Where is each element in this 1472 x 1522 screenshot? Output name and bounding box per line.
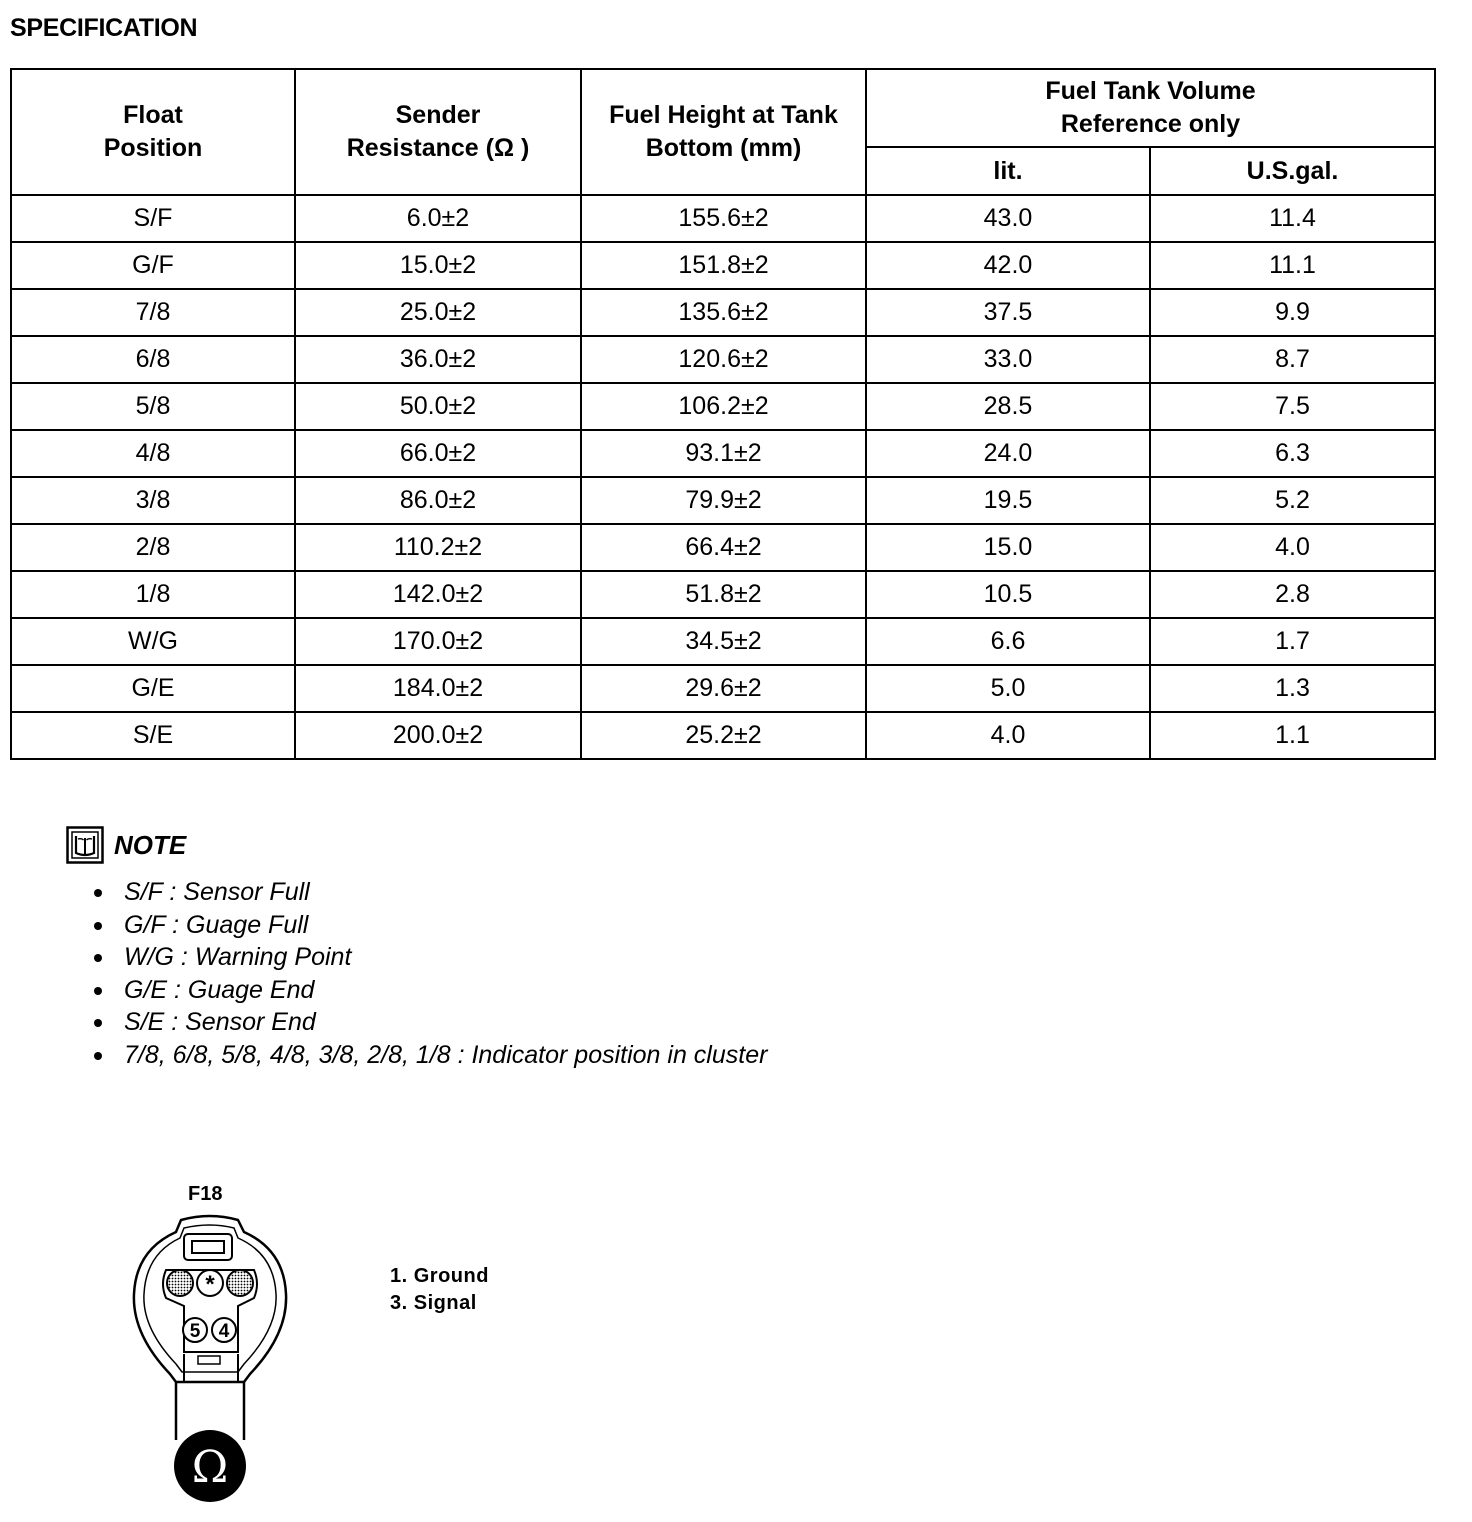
cell-volume-usgal: 9.9 xyxy=(1150,289,1435,336)
cell-sender-resistance: 25.0±2 xyxy=(295,289,581,336)
note-item: S/F : Sensor Full xyxy=(94,876,767,909)
cell-volume-usgal: 11.1 xyxy=(1150,242,1435,289)
table-row xyxy=(11,242,1435,289)
cell-volume-lit: 42.0 xyxy=(866,242,1150,289)
cell-fuel-height: 135.6±2 xyxy=(581,289,866,336)
cell-sender-resistance: 50.0±2 xyxy=(295,383,581,430)
cell-volume-lit: 37.5 xyxy=(866,289,1150,336)
note-book-icon xyxy=(66,826,104,864)
cell-volume-lit: 28.5 xyxy=(866,383,1150,430)
cell-float-position: G/E xyxy=(11,665,295,712)
table-row xyxy=(11,383,1435,430)
note-item: G/F : Guage Full xyxy=(94,909,767,942)
header-fuel-tank-volume: Fuel Tank Volume Reference only xyxy=(866,69,1435,147)
cell-float-position: 1/8 xyxy=(11,571,295,618)
cell-float-position: 2/8 xyxy=(11,524,295,571)
cell-sender-resistance: 36.0±2 xyxy=(295,336,581,383)
pin-4-label: 4 xyxy=(218,1321,230,1342)
table-row xyxy=(11,665,1435,712)
connector-diagram xyxy=(126,1214,296,1510)
cell-fuel-height: 25.2±2 xyxy=(581,712,866,759)
table-row xyxy=(11,289,1435,336)
cell-float-position: W/G xyxy=(11,618,295,665)
cell-float-position: 7/8 xyxy=(11,289,295,336)
cell-fuel-height: 51.8±2 xyxy=(581,571,866,618)
note-item: G/E : Guage End xyxy=(94,974,767,1007)
cell-float-position: S/F xyxy=(11,195,295,242)
cell-sender-resistance: 200.0±2 xyxy=(295,712,581,759)
cell-volume-usgal: 1.7 xyxy=(1150,618,1435,665)
cell-float-position: G/F xyxy=(11,242,295,289)
header-lit: lit. xyxy=(866,147,1150,195)
pin-3 xyxy=(227,1270,253,1296)
cell-fuel-height: 120.6±2 xyxy=(581,336,866,383)
cell-fuel-height: 155.6±2 xyxy=(581,195,866,242)
page-title: SPECIFICATION xyxy=(10,14,198,42)
cell-float-position: 4/8 xyxy=(11,430,295,477)
note-list xyxy=(66,876,767,1071)
cell-float-position: 5/8 xyxy=(11,383,295,430)
pin-1 xyxy=(167,1270,193,1296)
cell-volume-usgal: 6.3 xyxy=(1150,430,1435,477)
cell-float-position: S/E xyxy=(11,712,295,759)
pin-5-label: 5 xyxy=(189,1321,201,1342)
table-row xyxy=(11,712,1435,759)
note-item: 7/8, 6/8, 5/8, 4/8, 3/8, 2/8, 1/8 : Indicator position in cluster xyxy=(94,1039,767,1072)
table-row xyxy=(11,524,1435,571)
cell-volume-usgal: 2.8 xyxy=(1150,571,1435,618)
cell-volume-lit: 19.5 xyxy=(866,477,1150,524)
note-section xyxy=(66,826,767,1071)
cell-volume-usgal: 8.7 xyxy=(1150,336,1435,383)
cell-volume-lit: 15.0 xyxy=(866,524,1150,571)
header-usgal: U.S.gal. xyxy=(1150,147,1435,195)
cell-volume-usgal: 7.5 xyxy=(1150,383,1435,430)
table-row xyxy=(11,195,1435,242)
cell-volume-lit: 24.0 xyxy=(866,430,1150,477)
cell-volume-lit: 43.0 xyxy=(866,195,1150,242)
cell-fuel-height: 93.1±2 xyxy=(581,430,866,477)
cell-sender-resistance: 66.0±2 xyxy=(295,430,581,477)
cell-volume-lit: 4.0 xyxy=(866,712,1150,759)
cell-sender-resistance: 184.0±2 xyxy=(295,665,581,712)
pin-list xyxy=(390,1263,489,1317)
cell-sender-resistance: 142.0±2 xyxy=(295,571,581,618)
cell-float-position: 3/8 xyxy=(11,477,295,524)
table-row xyxy=(11,477,1435,524)
cell-fuel-height: 106.2±2 xyxy=(581,383,866,430)
table-row xyxy=(11,571,1435,618)
cell-sender-resistance: 15.0±2 xyxy=(295,242,581,289)
cell-volume-lit: 33.0 xyxy=(866,336,1150,383)
table-row xyxy=(11,430,1435,477)
cell-sender-resistance: 86.0±2 xyxy=(295,477,581,524)
cell-volume-lit: 10.5 xyxy=(866,571,1150,618)
header-float-position: Float Position xyxy=(11,69,295,195)
cell-fuel-height: 66.4±2 xyxy=(581,524,866,571)
connector-key xyxy=(198,1356,220,1364)
cell-fuel-height: 79.9±2 xyxy=(581,477,866,524)
table-row xyxy=(11,618,1435,665)
table-body xyxy=(11,195,1435,759)
specification-table xyxy=(10,68,1436,760)
note-title: NOTE xyxy=(114,829,187,860)
cell-volume-lit: 5.0 xyxy=(866,665,1150,712)
connector-latch-slot xyxy=(192,1241,224,1253)
ohm-symbol-label: Ω xyxy=(191,1442,229,1493)
cell-fuel-height: 29.6±2 xyxy=(581,665,866,712)
pin-star-label: * xyxy=(205,1271,215,1298)
cell-volume-usgal: 11.4 xyxy=(1150,195,1435,242)
cell-volume-usgal: 5.2 xyxy=(1150,477,1435,524)
pin-list-item: 3. Signal xyxy=(390,1292,477,1314)
cell-sender-resistance: 110.2±2 xyxy=(295,524,581,571)
header-fuel-height: Fuel Height at Tank Bottom (mm) xyxy=(581,69,866,195)
cell-fuel-height: 151.8±2 xyxy=(581,242,866,289)
connector-label: F18 xyxy=(188,1183,223,1205)
cell-volume-lit: 6.6 xyxy=(866,618,1150,665)
note-header xyxy=(66,826,767,864)
cell-volume-usgal: 4.0 xyxy=(1150,524,1435,571)
cell-sender-resistance: 6.0±2 xyxy=(295,195,581,242)
cell-sender-resistance: 170.0±2 xyxy=(295,618,581,665)
cell-float-position: 6/8 xyxy=(11,336,295,383)
table-row xyxy=(11,336,1435,383)
cell-volume-usgal: 1.3 xyxy=(1150,665,1435,712)
note-item: W/G : Warning Point xyxy=(94,941,767,974)
cell-volume-usgal: 1.1 xyxy=(1150,712,1435,759)
note-item: S/E : Sensor End xyxy=(94,1006,767,1039)
cell-fuel-height: 34.5±2 xyxy=(581,618,866,665)
pin-list-item: 1. Ground xyxy=(390,1265,489,1287)
header-sender-resistance: Sender Resistance (Ω ) xyxy=(295,69,581,195)
